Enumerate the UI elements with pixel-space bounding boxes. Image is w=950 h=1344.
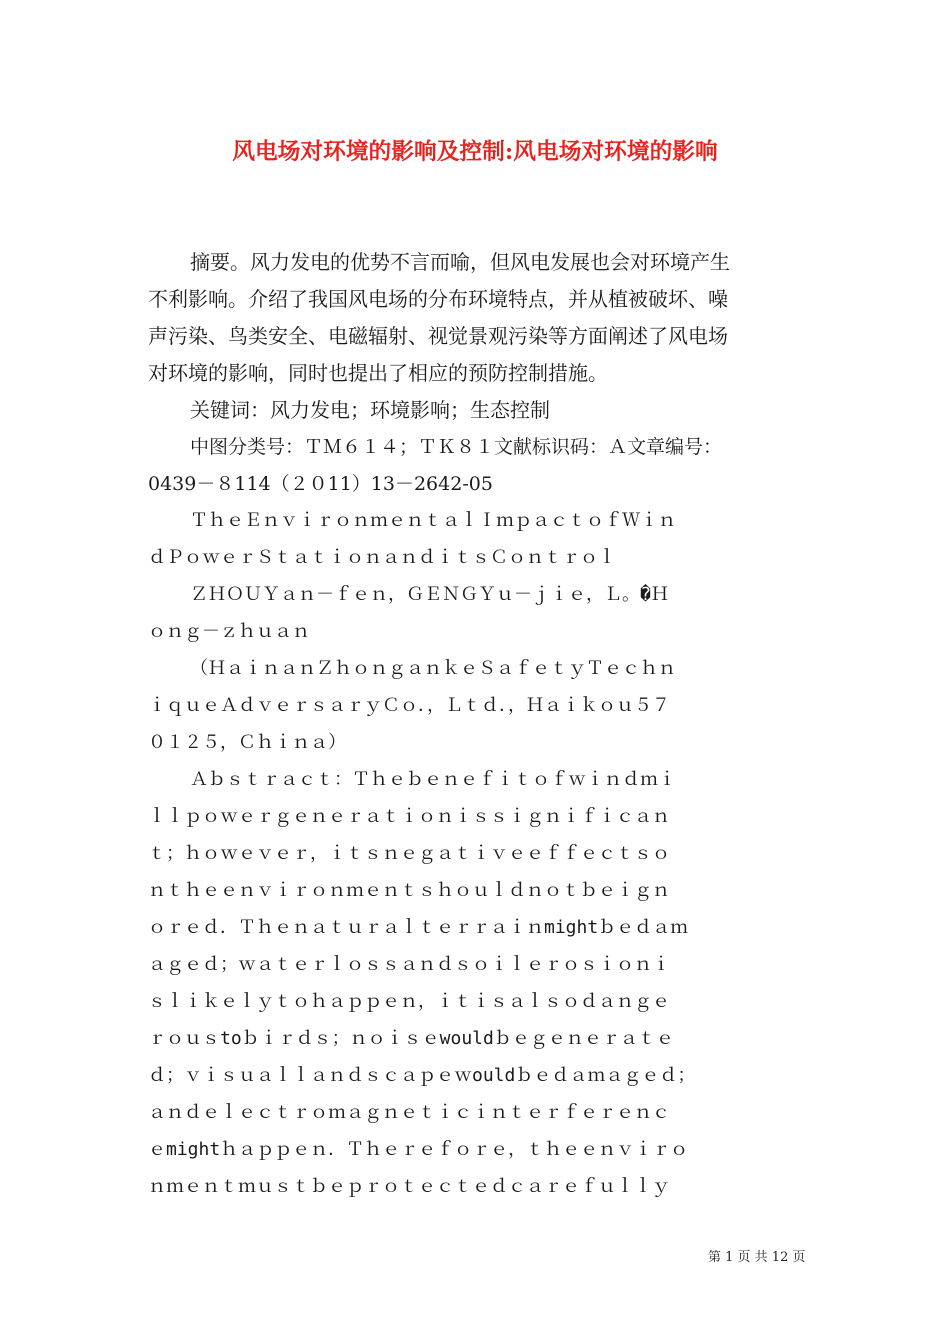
abstract-en-line-9: ｄ；ｖｉｓｕａｌｌａｎｄｓｃａｐｅｗouldｂｅｄａｍａｇｅｄ； (148, 1065, 696, 1086)
abstract-en-line-1: Ａｂｓｔｒａｃｔ：Ｔｈｅｂｅｎｅｆｉｔｏｆｗｉｎｄｍｉ (190, 769, 676, 790)
abstract-en-line-4: ｎｔｈｅｅｎｖｉｒｏｎｍｅｎｔｓｈｏｕｌｄｎｏｔｂｅｉｇｎ (148, 880, 670, 901)
affiliation-line-1: （ＨａｉｎａｎＺｈｏｎｇａｎｋｅＳａｆｅｔｙＴｅｃｈｎ (190, 658, 676, 679)
abstract-en-line-2: ｌｌｐｏｗｅｒｇｅｎｅｒａｔｉｏｎｉｓｓｉｇｎｉｆｉｃａｎ (148, 806, 670, 827)
abstract-en-line-12: ｎｍｅｎｔｍｕｓｔｂｅｐｒｏｔｅｃｔｅｄｃａｒｅｆｕｌｌｙ (148, 1176, 670, 1197)
keywords-line: 关键词：风力发电；环境影响；生态控制 (190, 398, 550, 422)
abstract-en-line-7: ｓｌｉｋｅｌｙｔｏｈａｐｐｅｎ，ｉｔｉｓａｌｓｏｄａｎｇｅ (148, 991, 670, 1012)
abstract-en-line-11: ｅmightｈａｐｐｅｎ．Ｔｈｅｒｅｆｏｒｅ，ｔｈｅｅｎｖｉｒｏ (148, 1139, 689, 1160)
english-title-line-2: ｄＰｏｗｅｒＳｔａｔｉｏｎａｎｄｉｔｓＣｏｎｔｒｏｌ (148, 547, 616, 568)
article-number-line: 0439－８114（２０11）13－2642-05 (148, 473, 493, 495)
abstract-cn-line-2: 不利影响。介绍了我国风电场的分布环境特点，并从植被破坏、噪 (148, 287, 728, 311)
authors-line-2: ｏｎｇ－ｚｈｕａｎ (148, 621, 310, 642)
abstract-en-line-10: ａｎｄｅｌｅｃｔｒｏｍａｇｎｅｔｉｃｉｎｔｅｒｆｅｒｅｎｃ (148, 1102, 670, 1123)
affiliation-line-3: ０１２５，Ｃｈｉｎａ） (148, 732, 346, 753)
document-title: 风电场对环境的影响及控制:风电场对环境的影响 (232, 139, 718, 165)
abstract-en-line-5: ｏｒｅｄ．Ｔｈｅｎａｔｕｒａｌｔｅｒｒａｉｎmightｂｅｄａｍ (148, 917, 689, 938)
page-footer: 第 1 页 共 12 页 (708, 1250, 806, 1265)
affiliation-line-2: ｉｑｕｅＡｄｖｅｒｓａｒｙＣｏ．，Ｌｔｄ．，Ｈａｉｋｏｕ５７ (148, 695, 670, 716)
authors-line-1: ＺＨＯＵＹａｎ－ｆｅｎ，ＧＥＮＧＹｕ－ｊｉｅ，Ｌ。�Ｈ (190, 584, 669, 605)
abstract-en-line-6: ａｇｅｄ；ｗａｔｅｒｌｏｓｓａｎｄｓｏｉｌｅｒｏｓｉｏｎｉ (148, 954, 670, 975)
classification-line: 中图分类号：ＴＭ６１４；ＴＫ８１文献标识码：Ａ文章编号： (190, 436, 723, 458)
abstract-en-line-3: ｔ；ｈｏｗｅｖｅｒ，ｉｔｓｎｅｇａｔｉｖｅｅｆｆｅｃｔｓｏ (148, 843, 670, 864)
abstract-cn-line-4: 对环境的影响，同时也提出了相应的预防控制措施。 (148, 361, 608, 385)
english-title-line-1: ＴｈｅＥｎｖｉｒｏｎｍｅｎｔａｌＩｍｐａｃｔｏｆＷｉｎ (190, 510, 676, 531)
abstract-cn-line-1: 摘要。风力发电的优势不言而喻，但风电发展也会对环境产生 (190, 250, 730, 274)
abstract-en-line-8: ｒｏｕｓtoｂｉｒｄｓ；ｎｏｉｓｅwouldｂｅｇｅｎｅｒａｔｅ (148, 1028, 674, 1049)
abstract-cn-line-3: 声污染、鸟类安全、电磁辐射、视觉景观污染等方面阐述了风电场 (148, 324, 728, 348)
